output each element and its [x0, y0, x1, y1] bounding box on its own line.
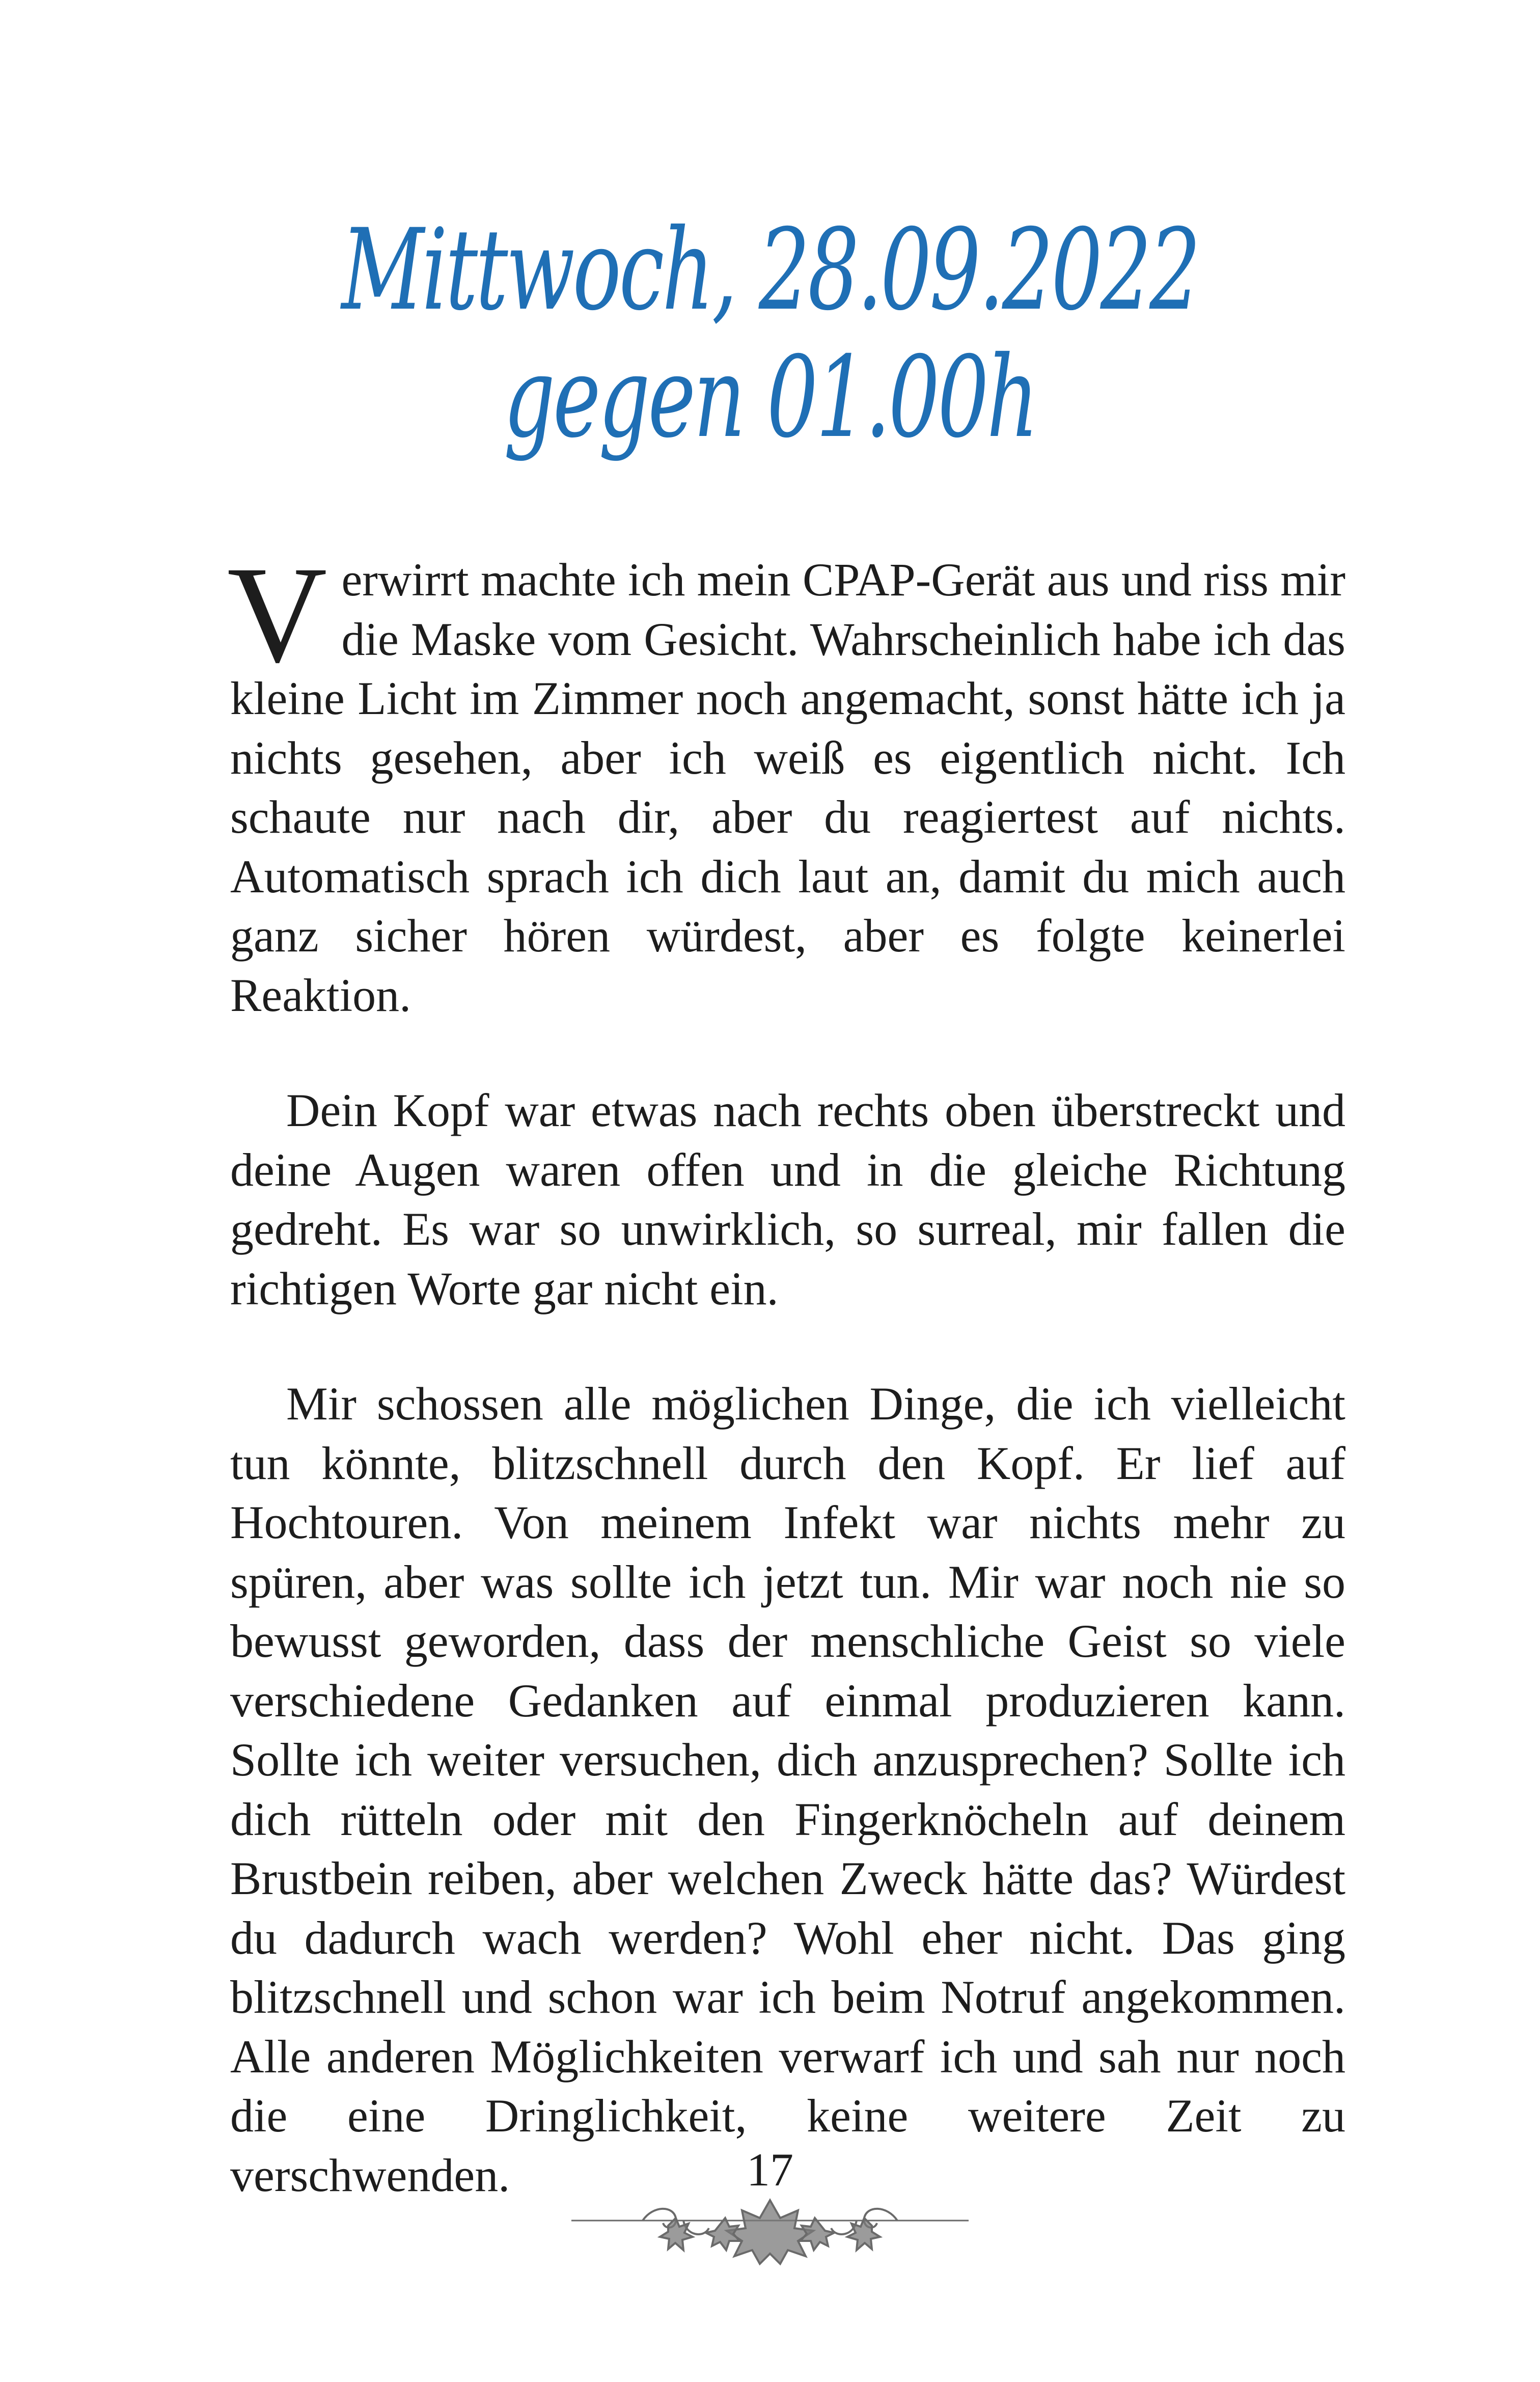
paragraph-3: Mir schossen alle möglichen Dinge, die ich vielleicht tun könnte, blitzschnell durch den Kopf. Er lief auf Hochtouren. Von meinem Infekt war nichts mehr zu spüren, aber was sollte ich jetzt tun. Mir war noch nie so bewusst geworden, dass der menschliche Geist so viele verschiedene Gedanken auf einmal produzieren kann. Sollte ich weiter versuchen, dich anzusprechen? Sollte ich dich rütteln oder mit den Fingerknöcheln auf deinem Brustbein reiben, aber welchen Zweck hätte das? Würdest du dadurch wach werden? Wohl eher nicht. Das ging blitzschnell und schon war ich beim Notruf angekommen. Alle anderen Möglichkeiten verwarf ich und sah nur noch die eine Dringlichkeit, keine weitere Zeit zu verschwenden.	[230, 1378, 1345, 2201]
page-number: 17	[747, 2144, 793, 2196]
paragraph-1-text: erwirrt machte ich mein CPAP-Gerät aus und riss mir die Maske vom Gesicht. Wahrscheinlich habe ich das kleine Licht im Zimmer noch angemacht, sonst hätte ich ja nichts gesehen, aber ich weiß es eigentlich nicht. Ich schaute nur nach dir, aber du reagiertest auf nichts. Automatisch sprach ich dich laut an, damit du mich auch ganz sicher hören würdest, aber es folgte keinerlei Reaktion.	[230, 554, 1345, 1021]
leaf-ornament-icon	[566, 2190, 974, 2266]
paragraph-1	[227, 538, 1345, 1025]
chapter-heading-time: gegen 01.00h	[503, 332, 1037, 462]
paragraph-2: Dein Kopf war etwas nach rechts oben überstreckt und deine Augen waren offen und in die gleiche Richtung gedreht. Es war so unwirklich, so surreal, mir fallen die richtigen Worte gar nicht ein.	[230, 1084, 1345, 1315]
chapter-heading-date: Mittwoch, 28.09.2022	[341, 205, 1199, 335]
drop-cap: V	[227, 538, 327, 691]
body-text	[227, 538, 1345, 2261]
